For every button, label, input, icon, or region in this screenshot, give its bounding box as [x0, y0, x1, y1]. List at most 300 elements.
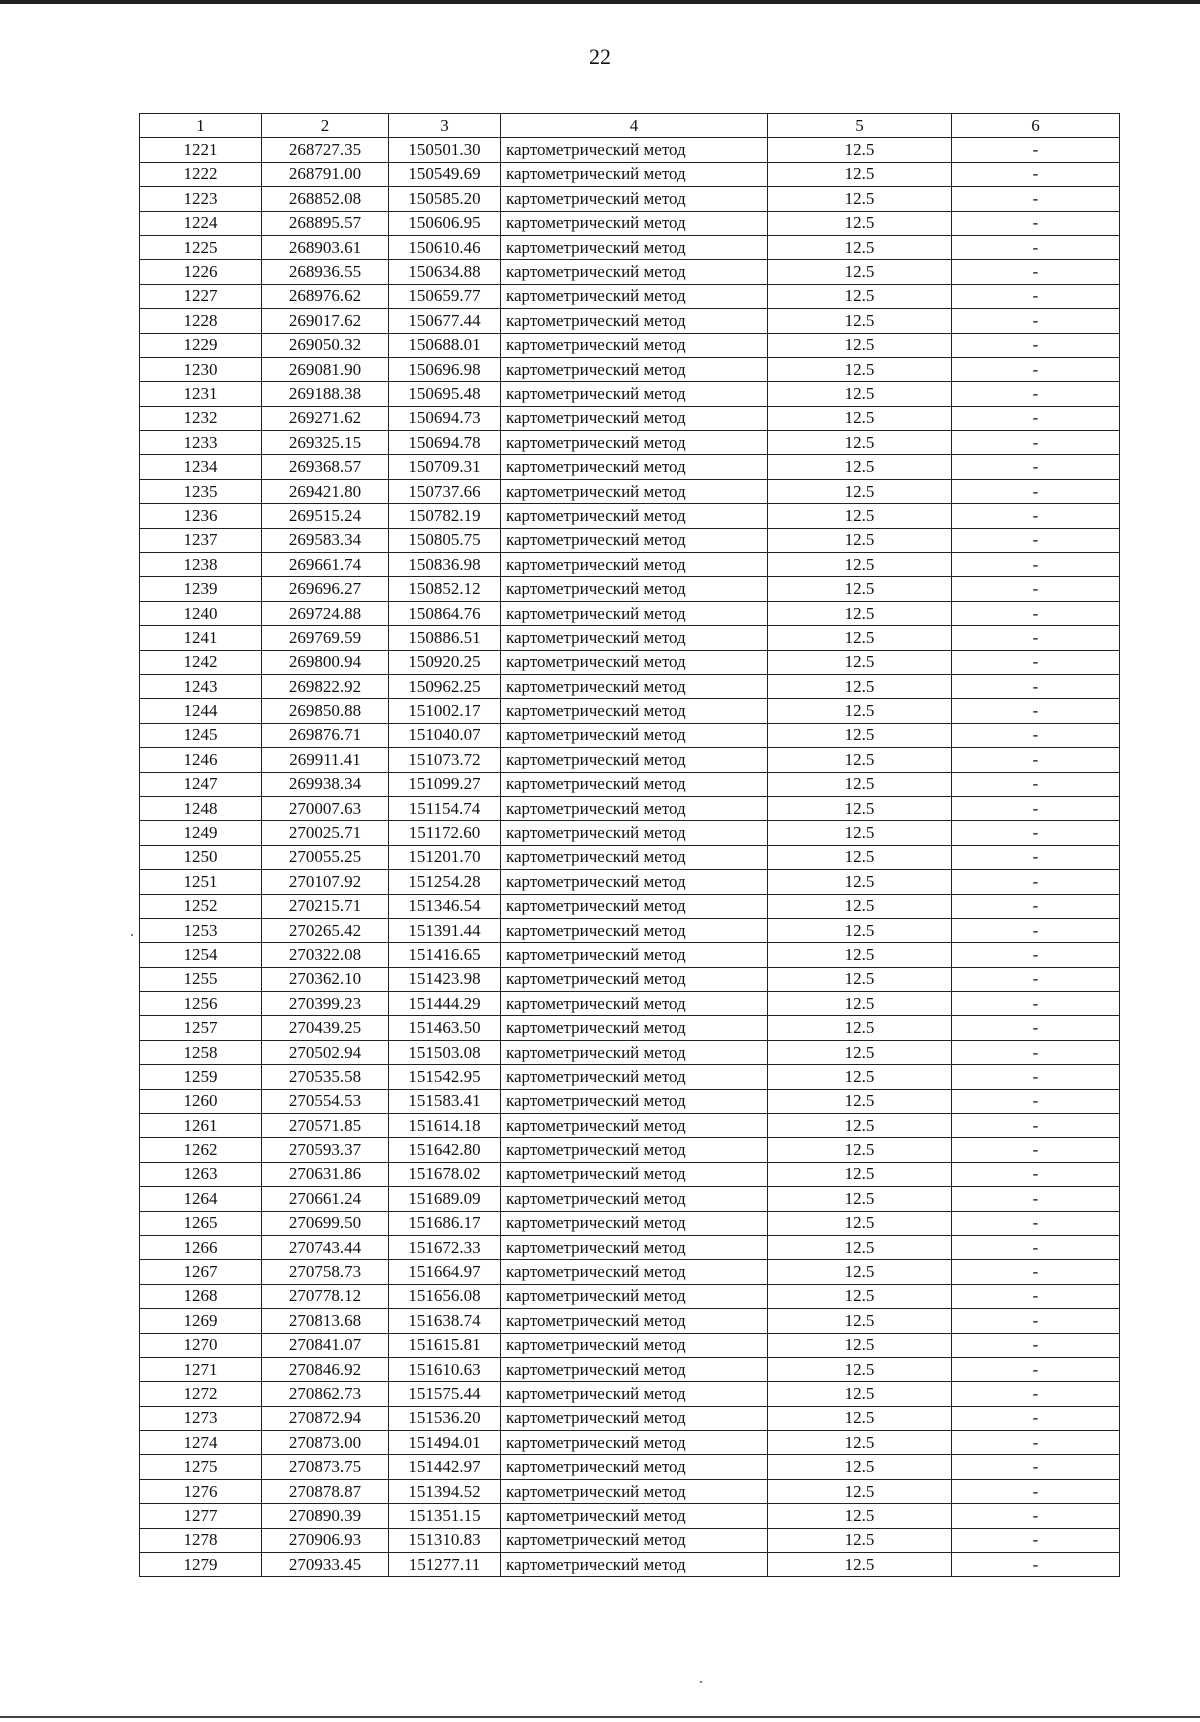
- cell-description: -: [952, 748, 1120, 772]
- cell-method: картометрический метод: [501, 431, 768, 455]
- cell-description: -: [952, 333, 1120, 357]
- cell-description: -: [952, 626, 1120, 650]
- cell-x: 268727.35: [262, 138, 389, 162]
- table-row: [140, 357, 1120, 381]
- cell-y: 151686.17: [389, 1211, 501, 1235]
- cell-description: -: [952, 870, 1120, 894]
- table-row: [140, 382, 1120, 406]
- cell-method: картометрический метод: [501, 455, 768, 479]
- table-row: [140, 1162, 1120, 1186]
- cell-x: 268895.57: [262, 211, 389, 235]
- cell-method: картометрический метод: [501, 382, 768, 406]
- table-row: [140, 138, 1120, 162]
- cell-x: 270215.71: [262, 894, 389, 918]
- cell-y: 151615.81: [389, 1333, 501, 1357]
- cell-accuracy: 12.5: [768, 284, 952, 308]
- table-row: [140, 650, 1120, 674]
- cell-x: 270873.75: [262, 1455, 389, 1479]
- cell-y: 150696.98: [389, 357, 501, 381]
- cell-x: 269421.80: [262, 479, 389, 503]
- cell-point-number: 1228: [140, 309, 262, 333]
- cell-x: 270862.73: [262, 1382, 389, 1406]
- cell-accuracy: 12.5: [768, 577, 952, 601]
- cell-method: картометрический метод: [501, 333, 768, 357]
- cell-point-number: 1263: [140, 1162, 262, 1186]
- cell-x: 269271.62: [262, 406, 389, 430]
- cell-x: 269938.34: [262, 772, 389, 796]
- cell-y: 150501.30: [389, 138, 501, 162]
- cell-y: 151463.50: [389, 1016, 501, 1040]
- cell-x: 270846.92: [262, 1357, 389, 1381]
- cell-x: 270878.87: [262, 1479, 389, 1503]
- cell-method: картометрический метод: [501, 1235, 768, 1259]
- cell-point-number: 1271: [140, 1357, 262, 1381]
- cell-point-number: 1269: [140, 1309, 262, 1333]
- table-row: [140, 699, 1120, 723]
- cell-x: 270322.08: [262, 943, 389, 967]
- cell-point-number: 1243: [140, 674, 262, 698]
- cell-accuracy: 12.5: [768, 1382, 952, 1406]
- cell-y: 151172.60: [389, 821, 501, 845]
- header-cell-x: 2: [262, 114, 389, 138]
- cell-method: картометрический метод: [501, 479, 768, 503]
- cell-point-number: 1240: [140, 601, 262, 625]
- table-row: [140, 187, 1120, 211]
- cell-y: 151423.98: [389, 967, 501, 991]
- cell-method: картометрический метод: [501, 1187, 768, 1211]
- cell-description: -: [952, 479, 1120, 503]
- cell-point-number: 1252: [140, 894, 262, 918]
- cell-y: 150610.46: [389, 235, 501, 259]
- cell-accuracy: 12.5: [768, 1187, 952, 1211]
- cell-accuracy: 12.5: [768, 1455, 952, 1479]
- table-row: [140, 748, 1120, 772]
- cell-description: -: [952, 674, 1120, 698]
- cell-method: картометрический метод: [501, 967, 768, 991]
- table-row: [140, 1065, 1120, 1089]
- cell-accuracy: 12.5: [768, 894, 952, 918]
- cell-point-number: 1261: [140, 1114, 262, 1138]
- cell-method: картометрический метод: [501, 894, 768, 918]
- cell-method: картометрический метод: [501, 1406, 768, 1430]
- cell-x: 270813.68: [262, 1309, 389, 1333]
- table-row: [140, 1479, 1120, 1503]
- cell-description: -: [952, 1553, 1120, 1577]
- cell-method: картометрический метод: [501, 1382, 768, 1406]
- cell-y: 150688.01: [389, 333, 501, 357]
- cell-point-number: 1264: [140, 1187, 262, 1211]
- cell-point-number: 1244: [140, 699, 262, 723]
- header-cell-y: 3: [389, 114, 501, 138]
- table-row: [140, 1406, 1120, 1430]
- table-row: [140, 333, 1120, 357]
- cell-x: 270362.10: [262, 967, 389, 991]
- header-cell-point-number: 1: [140, 114, 262, 138]
- cell-method: картометрический метод: [501, 309, 768, 333]
- cell-accuracy: 12.5: [768, 187, 952, 211]
- cell-method: картометрический метод: [501, 138, 768, 162]
- cell-point-number: 1247: [140, 772, 262, 796]
- table-row: [140, 723, 1120, 747]
- cell-x: 269515.24: [262, 504, 389, 528]
- top-scan-rule: [0, 0, 1200, 4]
- table-row: [140, 1333, 1120, 1357]
- cell-x: 269696.27: [262, 577, 389, 601]
- cell-point-number: 1275: [140, 1455, 262, 1479]
- table-row: [140, 309, 1120, 333]
- cell-method: картометрический метод: [501, 1528, 768, 1552]
- cell-description: -: [952, 1260, 1120, 1284]
- cell-y: 150709.31: [389, 455, 501, 479]
- table-row: [140, 1016, 1120, 1040]
- cell-y: 151503.08: [389, 1040, 501, 1064]
- cell-description: -: [952, 601, 1120, 625]
- cell-y: 151610.63: [389, 1357, 501, 1381]
- cell-x: 268976.62: [262, 284, 389, 308]
- cell-x: 270933.45: [262, 1553, 389, 1577]
- cell-method: картометрический метод: [501, 1455, 768, 1479]
- cell-x: 270890.39: [262, 1504, 389, 1528]
- cell-x: 269724.88: [262, 601, 389, 625]
- cell-y: 150659.77: [389, 284, 501, 308]
- cell-y: 151442.97: [389, 1455, 501, 1479]
- cell-accuracy: 12.5: [768, 1406, 952, 1430]
- cell-method: картометрический метод: [501, 1040, 768, 1064]
- cell-y: 150634.88: [389, 260, 501, 284]
- cell-y: 151310.83: [389, 1528, 501, 1552]
- cell-accuracy: 12.5: [768, 553, 952, 577]
- cell-y: 151444.29: [389, 992, 501, 1016]
- cell-description: -: [952, 723, 1120, 747]
- cell-description: -: [952, 699, 1120, 723]
- cell-description: -: [952, 992, 1120, 1016]
- cell-description: -: [952, 455, 1120, 479]
- cell-y: 151351.15: [389, 1504, 501, 1528]
- cell-point-number: 1229: [140, 333, 262, 357]
- cell-x: 269368.57: [262, 455, 389, 479]
- cell-point-number: 1257: [140, 1016, 262, 1040]
- cell-point-number: 1237: [140, 528, 262, 552]
- cell-y: 151254.28: [389, 870, 501, 894]
- cell-accuracy: 12.5: [768, 796, 952, 820]
- cell-accuracy: 12.5: [768, 1065, 952, 1089]
- cell-accuracy: 12.5: [768, 1089, 952, 1113]
- cell-x: 270699.50: [262, 1211, 389, 1235]
- cell-x: 269583.34: [262, 528, 389, 552]
- cell-description: -: [952, 1406, 1120, 1430]
- cell-point-number: 1222: [140, 162, 262, 186]
- cell-accuracy: 12.5: [768, 455, 952, 479]
- cell-point-number: 1260: [140, 1089, 262, 1113]
- cell-point-number: 1246: [140, 748, 262, 772]
- cell-x: 269661.74: [262, 553, 389, 577]
- cell-method: картометрический метод: [501, 992, 768, 1016]
- cell-point-number: 1234: [140, 455, 262, 479]
- table-row: [140, 1382, 1120, 1406]
- cell-description: -: [952, 1455, 1120, 1479]
- cell-method: картометрический метод: [501, 1504, 768, 1528]
- cell-description: -: [952, 260, 1120, 284]
- cell-accuracy: 12.5: [768, 1260, 952, 1284]
- cell-y: 150694.73: [389, 406, 501, 430]
- cell-y: 151040.07: [389, 723, 501, 747]
- cell-description: -: [952, 967, 1120, 991]
- table-row: [140, 1138, 1120, 1162]
- cell-point-number: 1235: [140, 479, 262, 503]
- table-row: [140, 577, 1120, 601]
- cell-description: -: [952, 162, 1120, 186]
- cell-y: 150852.12: [389, 577, 501, 601]
- cell-method: картометрический метод: [501, 162, 768, 186]
- cell-point-number: 1256: [140, 992, 262, 1016]
- cell-description: -: [952, 1016, 1120, 1040]
- cell-point-number: 1253: [140, 918, 262, 942]
- cell-point-number: 1266: [140, 1235, 262, 1259]
- cell-accuracy: 12.5: [768, 162, 952, 186]
- cell-y: 151536.20: [389, 1406, 501, 1430]
- cell-x: 270661.24: [262, 1187, 389, 1211]
- cell-method: картометрический метод: [501, 1089, 768, 1113]
- cell-accuracy: 12.5: [768, 1016, 952, 1040]
- cell-accuracy: 12.5: [768, 333, 952, 357]
- table-row: [140, 1284, 1120, 1308]
- cell-accuracy: 12.5: [768, 943, 952, 967]
- header-row: [140, 114, 1120, 138]
- cell-x: 270025.71: [262, 821, 389, 845]
- cell-method: картометрический метод: [501, 1138, 768, 1162]
- cell-method: картометрический метод: [501, 674, 768, 698]
- cell-x: 270265.42: [262, 918, 389, 942]
- cell-point-number: 1274: [140, 1431, 262, 1455]
- cell-method: картометрический метод: [501, 235, 768, 259]
- cell-accuracy: 12.5: [768, 431, 952, 455]
- cell-point-number: 1236: [140, 504, 262, 528]
- cell-x: 270399.23: [262, 992, 389, 1016]
- cell-accuracy: 12.5: [768, 309, 952, 333]
- table-row: [140, 235, 1120, 259]
- cell-accuracy: 12.5: [768, 260, 952, 284]
- cell-description: -: [952, 796, 1120, 820]
- cell-x: 270758.73: [262, 1260, 389, 1284]
- cell-accuracy: 12.5: [768, 1309, 952, 1333]
- cell-y: 150782.19: [389, 504, 501, 528]
- cell-x: 270593.37: [262, 1138, 389, 1162]
- cell-x: 268791.00: [262, 162, 389, 186]
- cell-point-number: 1225: [140, 235, 262, 259]
- cell-point-number: 1242: [140, 650, 262, 674]
- cell-method: картометрический метод: [501, 1431, 768, 1455]
- cell-x: 270535.58: [262, 1065, 389, 1089]
- table-row: [140, 1431, 1120, 1455]
- cell-point-number: 1248: [140, 796, 262, 820]
- cell-description: -: [952, 1528, 1120, 1552]
- cell-point-number: 1233: [140, 431, 262, 455]
- cell-description: -: [952, 1187, 1120, 1211]
- table-row: [140, 1260, 1120, 1284]
- cell-x: 270107.92: [262, 870, 389, 894]
- cell-point-number: 1232: [140, 406, 262, 430]
- table-row: [140, 1455, 1120, 1479]
- table-row: [140, 894, 1120, 918]
- cell-description: -: [952, 1357, 1120, 1381]
- table-row: [140, 431, 1120, 455]
- cell-method: картометрический метод: [501, 1065, 768, 1089]
- cell-point-number: 1226: [140, 260, 262, 284]
- cell-point-number: 1273: [140, 1406, 262, 1430]
- cell-description: -: [952, 1065, 1120, 1089]
- table-row: [140, 162, 1120, 186]
- cell-accuracy: 12.5: [768, 357, 952, 381]
- cell-accuracy: 12.5: [768, 699, 952, 723]
- table-row: [140, 943, 1120, 967]
- cell-accuracy: 12.5: [768, 748, 952, 772]
- table-row: [140, 1528, 1120, 1552]
- cell-accuracy: 12.5: [768, 1211, 952, 1235]
- cell-accuracy: 12.5: [768, 504, 952, 528]
- cell-x: 270439.25: [262, 1016, 389, 1040]
- cell-x: 270055.25: [262, 845, 389, 869]
- table-row: [140, 870, 1120, 894]
- cell-x: 270841.07: [262, 1333, 389, 1357]
- cell-y: 150677.44: [389, 309, 501, 333]
- cell-accuracy: 12.5: [768, 1162, 952, 1186]
- cell-description: -: [952, 1382, 1120, 1406]
- cell-y: 151494.01: [389, 1431, 501, 1455]
- cell-description: -: [952, 577, 1120, 601]
- cell-x: 269800.94: [262, 650, 389, 674]
- cell-description: -: [952, 1333, 1120, 1357]
- cell-method: картометрический метод: [501, 1284, 768, 1308]
- cell-accuracy: 12.5: [768, 821, 952, 845]
- cell-point-number: 1254: [140, 943, 262, 967]
- cell-method: картометрический метод: [501, 796, 768, 820]
- cell-y: 150836.98: [389, 553, 501, 577]
- cell-point-number: 1270: [140, 1333, 262, 1357]
- cell-y: 151672.33: [389, 1235, 501, 1259]
- cell-description: -: [952, 1235, 1120, 1259]
- table-row: [140, 626, 1120, 650]
- cell-method: картометрический метод: [501, 1479, 768, 1503]
- cell-description: -: [952, 1284, 1120, 1308]
- table-row: [140, 1553, 1120, 1577]
- table-row: [140, 967, 1120, 991]
- table-row: [140, 455, 1120, 479]
- bottom-scan-rule: [0, 1716, 1200, 1718]
- scan-speck: [700, 1681, 702, 1683]
- cell-accuracy: 12.5: [768, 601, 952, 625]
- cell-accuracy: 12.5: [768, 650, 952, 674]
- table-row: [140, 553, 1120, 577]
- table-row: [140, 1211, 1120, 1235]
- cell-accuracy: 12.5: [768, 1357, 952, 1381]
- cell-y: 151689.09: [389, 1187, 501, 1211]
- cell-x: 270571.85: [262, 1114, 389, 1138]
- cell-point-number: 1249: [140, 821, 262, 845]
- cell-description: -: [952, 943, 1120, 967]
- cell-accuracy: 12.5: [768, 845, 952, 869]
- cell-accuracy: 12.5: [768, 1040, 952, 1064]
- cell-x: 270743.44: [262, 1235, 389, 1259]
- cell-method: картометрический метод: [501, 748, 768, 772]
- cell-description: -: [952, 1309, 1120, 1333]
- table-row: [140, 601, 1120, 625]
- cell-method: картометрический метод: [501, 943, 768, 967]
- cell-description: -: [952, 1089, 1120, 1113]
- cell-point-number: 1239: [140, 577, 262, 601]
- cell-description: -: [952, 357, 1120, 381]
- cell-y: 150805.75: [389, 528, 501, 552]
- table-header: [140, 114, 1120, 138]
- page-number: 22: [589, 44, 611, 69]
- header-cell-accuracy: 5: [768, 114, 952, 138]
- cell-description: -: [952, 382, 1120, 406]
- cell-description: -: [952, 772, 1120, 796]
- cell-y: 150864.76: [389, 601, 501, 625]
- cell-point-number: 1276: [140, 1479, 262, 1503]
- cell-method: картометрический метод: [501, 1357, 768, 1381]
- cell-accuracy: 12.5: [768, 1479, 952, 1503]
- cell-x: 269911.41: [262, 748, 389, 772]
- cell-y: 151416.65: [389, 943, 501, 967]
- cell-description: -: [952, 504, 1120, 528]
- cell-y: 150886.51: [389, 626, 501, 650]
- cell-accuracy: 12.5: [768, 138, 952, 162]
- table-row: [140, 406, 1120, 430]
- table-row: [140, 772, 1120, 796]
- cell-point-number: 1267: [140, 1260, 262, 1284]
- table-row: [140, 479, 1120, 503]
- cell-method: картометрический метод: [501, 845, 768, 869]
- cell-point-number: 1250: [140, 845, 262, 869]
- cell-description: -: [952, 821, 1120, 845]
- cell-y: 150737.66: [389, 479, 501, 503]
- coordinates-table: [139, 113, 1120, 1577]
- cell-accuracy: 12.5: [768, 528, 952, 552]
- cell-x: 270631.86: [262, 1162, 389, 1186]
- cell-method: картометрический метод: [501, 1162, 768, 1186]
- cell-description: -: [952, 918, 1120, 942]
- cell-method: картометрический метод: [501, 870, 768, 894]
- cell-method: картометрический метод: [501, 821, 768, 845]
- cell-x: 269876.71: [262, 723, 389, 747]
- table-row: [140, 528, 1120, 552]
- cell-description: -: [952, 1138, 1120, 1162]
- cell-method: картометрический метод: [501, 650, 768, 674]
- cell-method: картометрический метод: [501, 699, 768, 723]
- cell-x: 269850.88: [262, 699, 389, 723]
- cell-point-number: 1241: [140, 626, 262, 650]
- cell-method: картометрический метод: [501, 1016, 768, 1040]
- cell-y: 151656.08: [389, 1284, 501, 1308]
- cell-x: 268936.55: [262, 260, 389, 284]
- cell-accuracy: 12.5: [768, 1528, 952, 1552]
- cell-y: 151678.02: [389, 1162, 501, 1186]
- cell-y: 151394.52: [389, 1479, 501, 1503]
- cell-description: -: [952, 211, 1120, 235]
- cell-description: -: [952, 1162, 1120, 1186]
- cell-accuracy: 12.5: [768, 626, 952, 650]
- cell-y: 151575.44: [389, 1382, 501, 1406]
- cell-method: картометрический метод: [501, 504, 768, 528]
- cell-method: картометрический метод: [501, 1114, 768, 1138]
- cell-y: 150694.78: [389, 431, 501, 455]
- cell-description: -: [952, 187, 1120, 211]
- cell-accuracy: 12.5: [768, 772, 952, 796]
- cell-y: 150606.95: [389, 211, 501, 235]
- cell-accuracy: 12.5: [768, 723, 952, 747]
- cell-method: картометрический метод: [501, 1309, 768, 1333]
- cell-point-number: 1277: [140, 1504, 262, 1528]
